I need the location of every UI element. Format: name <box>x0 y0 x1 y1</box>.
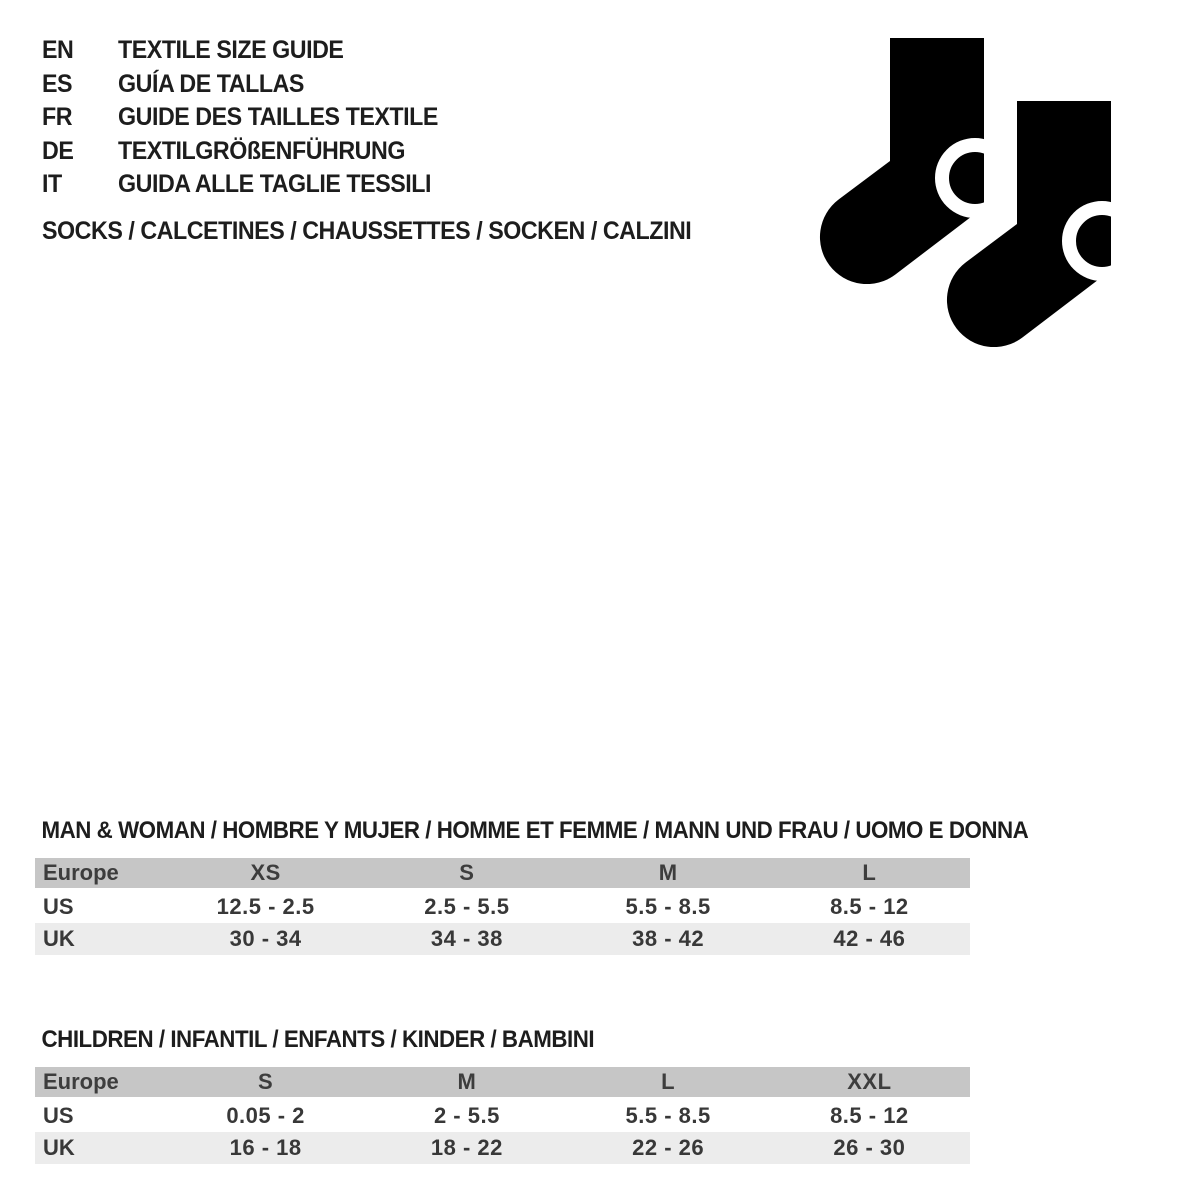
value-cell: 8.5 - 12 <box>830 894 909 919</box>
table-row-uk <box>35 1132 970 1164</box>
header-cell-size: XXL <box>847 1069 892 1094</box>
value-cell: 2.5 - 5.5 <box>424 894 510 919</box>
language-label: GUÍA DE TALLAS <box>118 69 304 98</box>
language-row <box>42 68 462 102</box>
table-header-row <box>35 858 970 891</box>
language-label: GUIDE DES TAILLES TEXTILE <box>118 103 438 132</box>
value-cell: 22 - 26 <box>632 1135 705 1160</box>
header-cell-region: Europe <box>43 860 119 885</box>
header-cell-size: L <box>862 860 877 885</box>
table-title: MAN & WOMAN / HOMBRE Y MUJER / HOMME ET FEMME / MANN UND FRAU / UOMO E DONNA <box>41 817 1029 844</box>
sock-back <box>820 38 1008 284</box>
value-cell: 42 - 46 <box>833 926 906 951</box>
header-cell-size: S <box>258 1069 274 1094</box>
table-title: CHILDREN / INFANTIL / ENFANTS / KINDER / BAMBINI <box>41 1026 595 1053</box>
socks-icon <box>810 28 1150 358</box>
table-row-uk <box>35 923 970 955</box>
table-row-us <box>35 1100 970 1132</box>
header-cell-size: L <box>661 1069 676 1094</box>
value-cell: 18 - 22 <box>430 1135 503 1160</box>
header-cell-size: XS <box>250 860 281 885</box>
value-cell: 34 - 38 <box>430 926 503 951</box>
value-cell: 5.5 - 8.5 <box>625 1103 711 1128</box>
language-code: FR <box>42 103 73 132</box>
language-row <box>42 34 462 68</box>
category-line: SOCKS / CALCETINES / CHAUSSETTES / SOCKEN / CALZINI <box>42 217 692 245</box>
row-label: UK <box>43 926 75 951</box>
language-code: IT <box>42 170 62 199</box>
header-cell-size: S <box>459 860 475 885</box>
value-cell: 5.5 - 8.5 <box>625 894 711 919</box>
value-cell: 8.5 - 12 <box>830 1103 909 1128</box>
value-cell: 38 - 42 <box>632 926 705 951</box>
header-cell-size: M <box>457 1069 477 1094</box>
value-cell: 16 - 18 <box>229 1135 302 1160</box>
language-label: TEXTILGRÖßENFÜHRUNG <box>118 136 405 165</box>
language-code: EN <box>42 36 74 65</box>
value-cell: 12.5 - 2.5 <box>216 894 315 919</box>
language-list <box>42 34 462 202</box>
table-row-us <box>35 891 970 923</box>
size-table-man-woman <box>35 817 1029 955</box>
value-cell: 2 - 5.5 <box>433 1103 500 1128</box>
language-label: GUIDA ALLE TAGLIE TESSILI <box>118 170 432 199</box>
header-cell-size: M <box>658 860 678 885</box>
language-row <box>42 168 462 202</box>
language-row <box>42 135 462 169</box>
table-header-row <box>35 1067 970 1100</box>
size-table-children <box>35 1027 970 1164</box>
row-label: US <box>43 1103 74 1128</box>
value-cell: 30 - 34 <box>229 926 302 951</box>
row-label: UK <box>43 1135 75 1160</box>
language-code: ES <box>42 69 73 98</box>
header-cell-region: Europe <box>43 1069 119 1094</box>
row-label: US <box>43 894 74 919</box>
value-cell: 0.05 - 2 <box>226 1103 305 1128</box>
value-cell: 26 - 30 <box>833 1135 906 1160</box>
language-row <box>42 101 462 135</box>
language-label: TEXTILE SIZE GUIDE <box>118 36 344 65</box>
language-code: DE <box>42 136 74 165</box>
